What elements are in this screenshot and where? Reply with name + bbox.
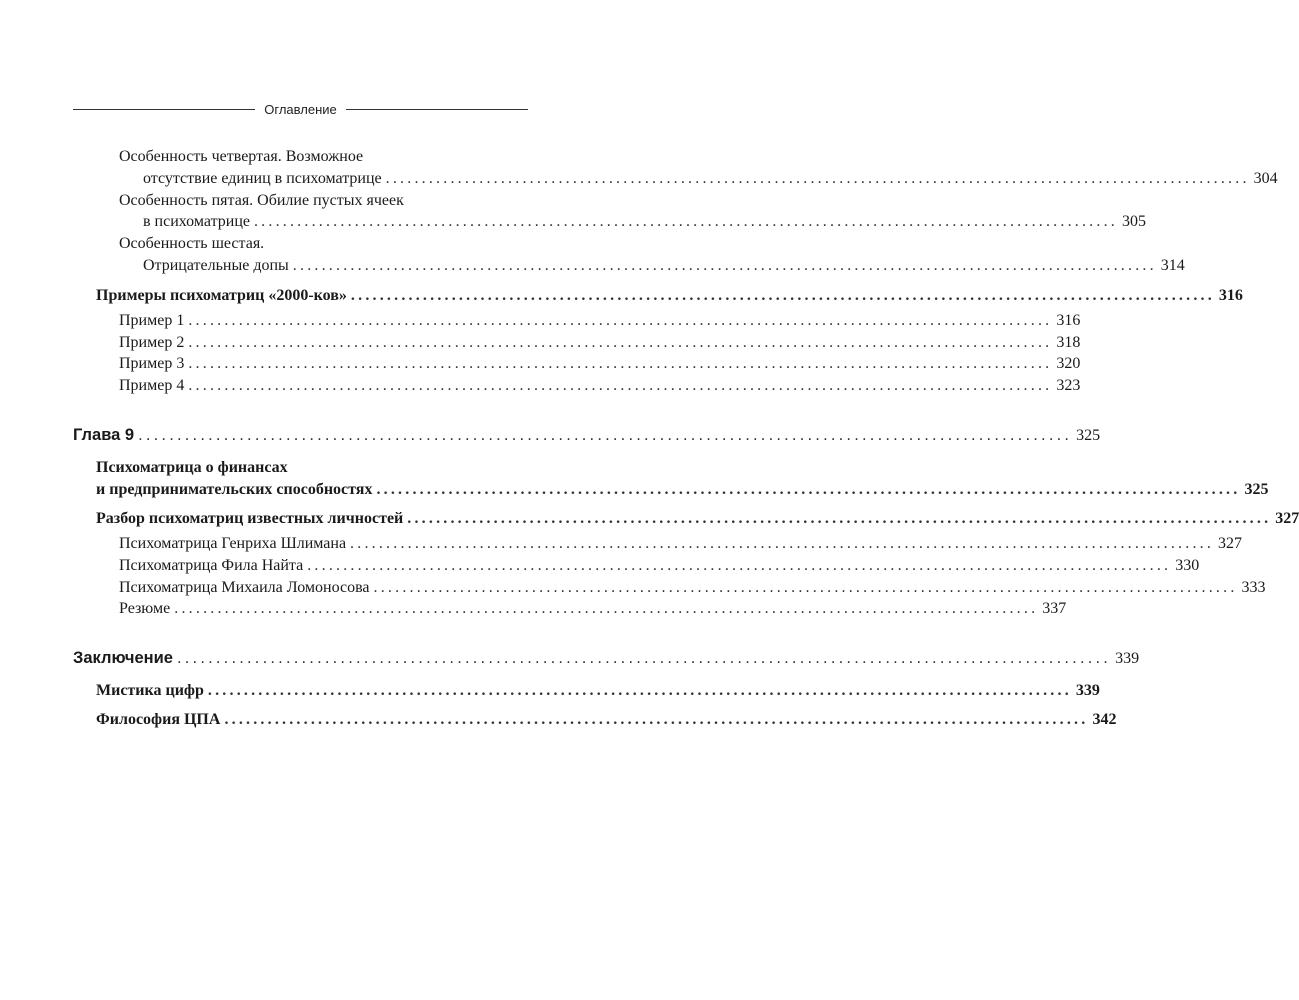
toc-section-title: Психоматрица о финансах <box>96 459 288 476</box>
toc-chapter-title: Заключение <box>73 649 173 667</box>
dot-leader: ........................................................................................................................ <box>224 711 1089 728</box>
page-number: 339 <box>1115 650 1140 667</box>
toc-entry-text: Особенность четвертая. Возможное <box>119 148 364 165</box>
toc-section <box>96 709 1117 731</box>
toc-entry-text: Особенность пятая. Обилие пустых ячеек <box>119 192 404 209</box>
dot-leader: ........................................................................................................................ <box>385 170 1250 187</box>
page-number: 304 <box>1253 170 1278 187</box>
page-number: 305 <box>1121 213 1146 230</box>
page-number: 342 <box>1092 711 1117 728</box>
dot-leader: ........................................................................................................................ <box>376 481 1241 498</box>
toc-section-title: Разбор психоматриц известных личностей <box>96 510 404 527</box>
dot-leader: ........................................................................................................................ <box>350 287 1215 304</box>
toc-entry <box>143 168 1278 190</box>
page-number: 339 <box>1075 682 1100 699</box>
dot-leader: ........................................................................................................................ <box>350 535 1215 552</box>
toc-entry <box>119 555 1200 577</box>
page-number: 320 <box>1056 355 1081 372</box>
toc-entry <box>119 375 1081 397</box>
running-header <box>73 99 528 119</box>
toc-entry-text: Пример 1 <box>119 312 185 329</box>
dot-leader: ........................................................................................................................ <box>207 682 1072 699</box>
toc-entry <box>119 598 1067 620</box>
dot-leader: ........................................................................................................................ <box>188 377 1053 394</box>
toc-entry <box>143 211 1146 233</box>
page-number: 333 <box>1241 579 1266 596</box>
toc-entry-text: Психоматрица Михаила Ломоносова <box>119 579 370 596</box>
dot-leader: ........................................................................................................................ <box>253 213 1118 230</box>
page-number: 316 <box>1056 312 1081 329</box>
toc-entry <box>119 332 1081 354</box>
header-rule-left <box>73 109 255 110</box>
toc-entry-text: Пример 4 <box>119 377 185 394</box>
toc-entry <box>119 533 1243 555</box>
dot-leader: ........................................................................................................................ <box>174 600 1039 617</box>
toc-chapter-title: Глава 9 <box>73 426 135 444</box>
page-number: 327 <box>1218 535 1243 552</box>
dot-leader: ........................................................................................................................ <box>407 510 1272 527</box>
dot-leader: ........................................................................................................................ <box>292 257 1157 274</box>
page-number: 327 <box>1275 510 1299 527</box>
toc-section-title: Философия ЦПА <box>96 711 221 728</box>
page-number: 337 <box>1042 600 1067 617</box>
toc-section <box>96 285 1243 307</box>
toc-section-title: и предпринимательских способностях <box>96 481 373 498</box>
page-number: 314 <box>1160 257 1185 274</box>
header-rule-right <box>346 109 528 110</box>
toc-section <box>96 680 1100 702</box>
dot-leader: ........................................................................................................................ <box>373 579 1238 596</box>
dot-leader: ........................................................................................................................ <box>307 557 1172 574</box>
toc-chapter <box>73 647 1140 669</box>
toc-entry-text: Особенность шестая. <box>119 235 265 252</box>
toc-entry <box>143 255 1185 277</box>
toc-entry <box>119 310 1081 332</box>
toc-entry-text: Резюме <box>119 600 171 617</box>
dot-leader: ........................................................................................................................ <box>188 312 1053 329</box>
page-number: 316 <box>1218 287 1243 304</box>
toc-entry-text: Пример 3 <box>119 355 185 372</box>
toc-entry-text: отсутствие единиц в психоматрице <box>143 170 382 187</box>
toc-entry-text: в психоматрице <box>143 213 250 230</box>
dot-leader: ........................................................................................................................ <box>138 426 1073 444</box>
toc-entry-text: Отрицательные допы <box>143 257 289 274</box>
toc-entry <box>119 353 1081 375</box>
toc-section-title: Примеры психоматриц «2000-ков» <box>96 287 347 304</box>
page-number: 330 <box>1175 557 1200 574</box>
toc-chapter <box>73 424 1101 446</box>
toc-section <box>96 479 1269 501</box>
dot-leader: ........................................................................................................................ <box>188 355 1053 372</box>
page-number: 318 <box>1056 334 1081 351</box>
dot-leader: ........................................................................................................................ <box>176 649 1112 667</box>
toc-section <box>96 508 1299 530</box>
toc-entry-text: Психоматрица Генриха Шлимана <box>119 535 347 552</box>
toc-entry-text: Психоматрица Фила Найта <box>119 557 304 574</box>
header-title: Оглавление <box>264 101 337 117</box>
dot-leader: ........................................................................................................................ <box>188 334 1053 351</box>
toc-entry-text: Пример 2 <box>119 334 185 351</box>
toc-section-title: Мистика цифр <box>96 682 204 699</box>
toc-entry <box>119 577 1266 599</box>
page-number: 325 <box>1244 481 1269 498</box>
page-number: 325 <box>1076 427 1101 444</box>
page-number: 323 <box>1056 377 1081 394</box>
